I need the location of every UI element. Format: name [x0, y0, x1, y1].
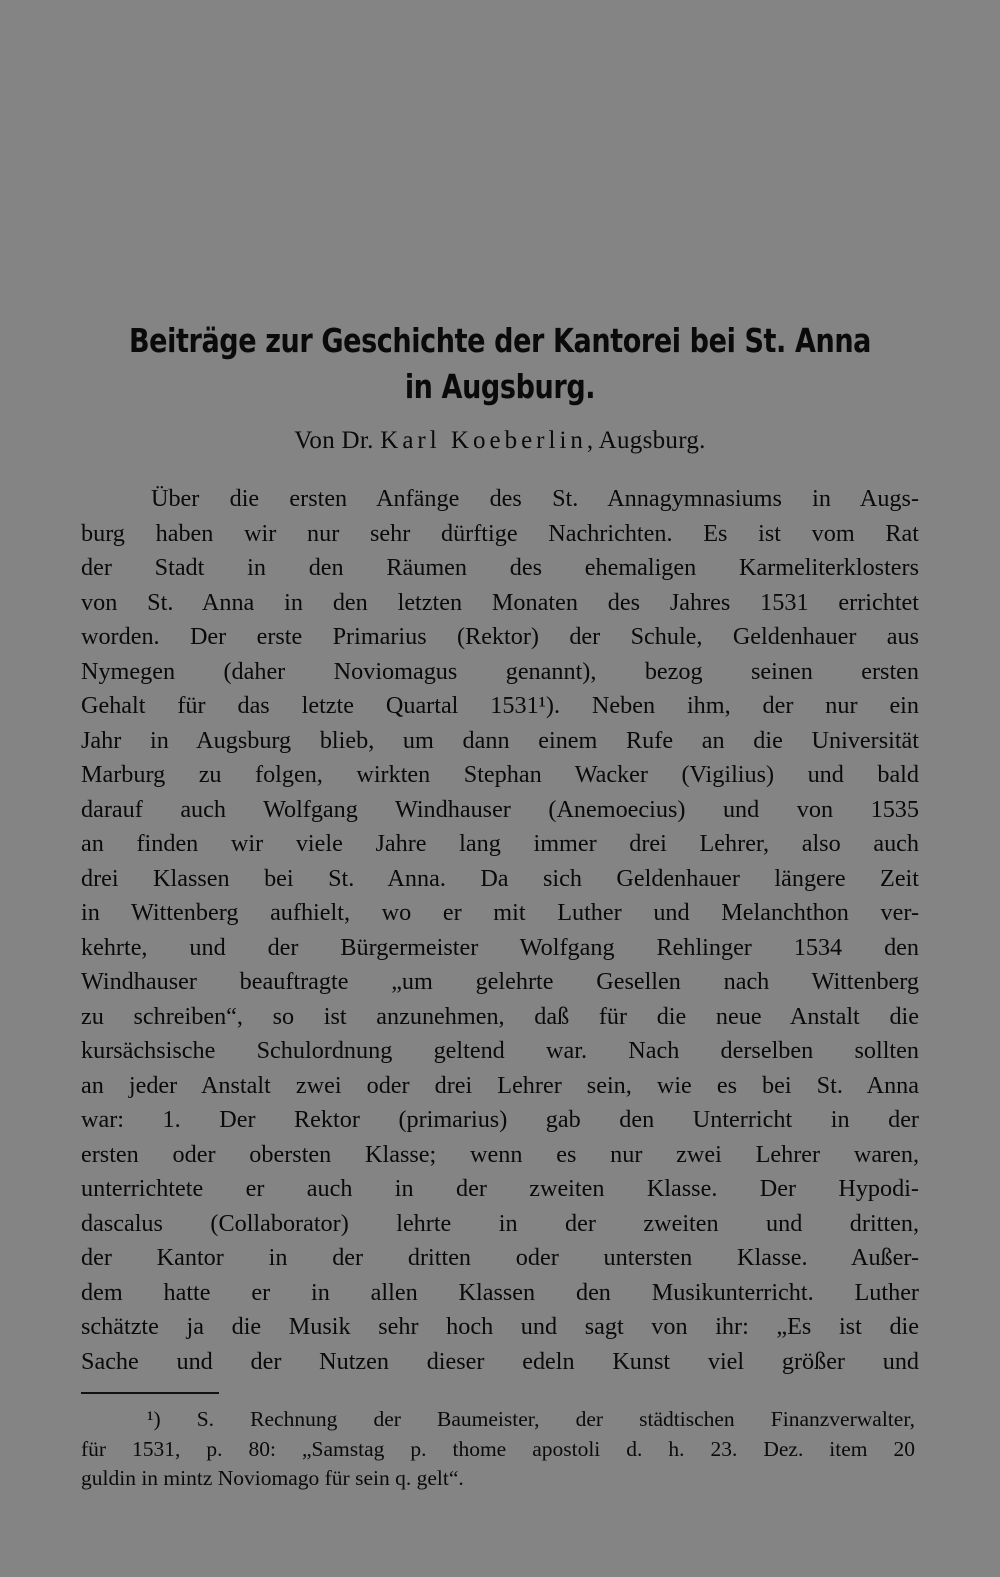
- body-line: an jeder Anstalt zwei oder drei Lehrer sein, wie es bei St. Anna: [81, 1071, 919, 1099]
- body-line: an finden wir viele Jahre lang immer drei Lehrer, also auch: [81, 830, 919, 857]
- footnote-line: für 1531, p. 80: „Samstag p. thome apostoli d. h. 23. Dez. item 20: [81, 1436, 915, 1461]
- byline-suffix: , Augsburg.: [586, 427, 706, 454]
- footnote-line: guldin in mintz Noviomago für sein q. gelt“.: [81, 1466, 464, 1490]
- byline: [0, 423, 1000, 459]
- body-line: darauf auch Wolfgang Windhauser (Anemoecius) und von 1535: [81, 795, 919, 823]
- body-line: Jahr in Augsburg blieb, um dann einem Rufe an die Universität: [81, 726, 919, 754]
- body-line: von St. Anna in den letzten Monaten des Jahres 1531 errichtet: [81, 588, 919, 616]
- footnotes: [81, 1405, 915, 1494]
- body-line: unterrichtete er auch in der zweiten Klasse. Der Hypodi-: [81, 1175, 919, 1202]
- body-line: schätzte ja die Musik sehr hoch und sagt von ihr: „Es ist die: [81, 1313, 919, 1340]
- body-line: Sache und der Nutzen dieser edeln Kunst viel größer und: [81, 1347, 919, 1375]
- body-line: Nymegen (daher Noviomagus genannt), bezog seinen ersten: [81, 657, 919, 685]
- body-line: Windhauser beauftragte „um gelehrte Gesellen nach Wittenberg: [81, 968, 919, 995]
- body-line: Marburg zu folgen, wirkten Stephan Wacker (Vigilius) und bald: [81, 761, 919, 788]
- body-line: der Kantor in der dritten oder untersten Klasse. Außer-: [81, 1244, 919, 1271]
- byline-prefix: Von Dr.: [294, 427, 374, 454]
- body-line: Gehalt für das letzte Quartal 1531¹). Neben ihm, der nur ein: [81, 692, 919, 719]
- body-text: [81, 482, 919, 1379]
- body-line: der Stadt in den Räumen des ehemaligen Karmeliterklosters: [81, 554, 919, 581]
- body-line: Über die ersten Anfänge des St. Annagymnasiums in Augs-: [151, 485, 919, 512]
- author-name: Karl Koeberlin: [380, 427, 587, 454]
- body-line: kehrte, und der Bürgermeister Wolfgang Rehlinger 1534 den: [81, 933, 919, 961]
- body-line: worden. Der erste Primarius (Rektor) der Schule, Geldenhauer aus: [81, 623, 919, 650]
- footnote-line: ¹) S. Rechnung der Baumeister, der städtischen Finanzverwalter,: [147, 1407, 915, 1431]
- body-line: dem hatte er in allen Klassen den Musikunterricht. Luther: [81, 1278, 919, 1306]
- article-title: [90, 318, 910, 410]
- body-line: war: 1. Der Rektor (primarius) gab den Unterricht in der: [81, 1106, 919, 1133]
- footnote-separator: [81, 1392, 219, 1394]
- title-line-1: Beiträge zur Geschichte der Kantorei bei St. Anna: [128, 321, 872, 360]
- body-line: zu schreiben“, so ist anzunehmen, daß für die neue Anstalt die: [81, 1002, 919, 1030]
- body-line: kursächsische Schulordnung geltend war. Nach derselben sollten: [81, 1037, 919, 1064]
- body-line: drei Klassen bei St. Anna. Da sich Geldenhauer längere Zeit: [81, 864, 919, 892]
- body-line: dascalus (Collaborator) lehrte in der zweiten und dritten,: [81, 1209, 919, 1237]
- title-line-2: in Augsburg.: [404, 367, 596, 406]
- body-line: burg haben wir nur sehr dürftige Nachrichten. Es ist vom Rat: [81, 519, 919, 547]
- body-line: in Wittenberg aufhielt, wo er mit Luther und Melanchthon ver-: [81, 899, 919, 926]
- body-line: ersten oder obersten Klasse; wenn es nur zwei Lehrer waren,: [81, 1140, 919, 1168]
